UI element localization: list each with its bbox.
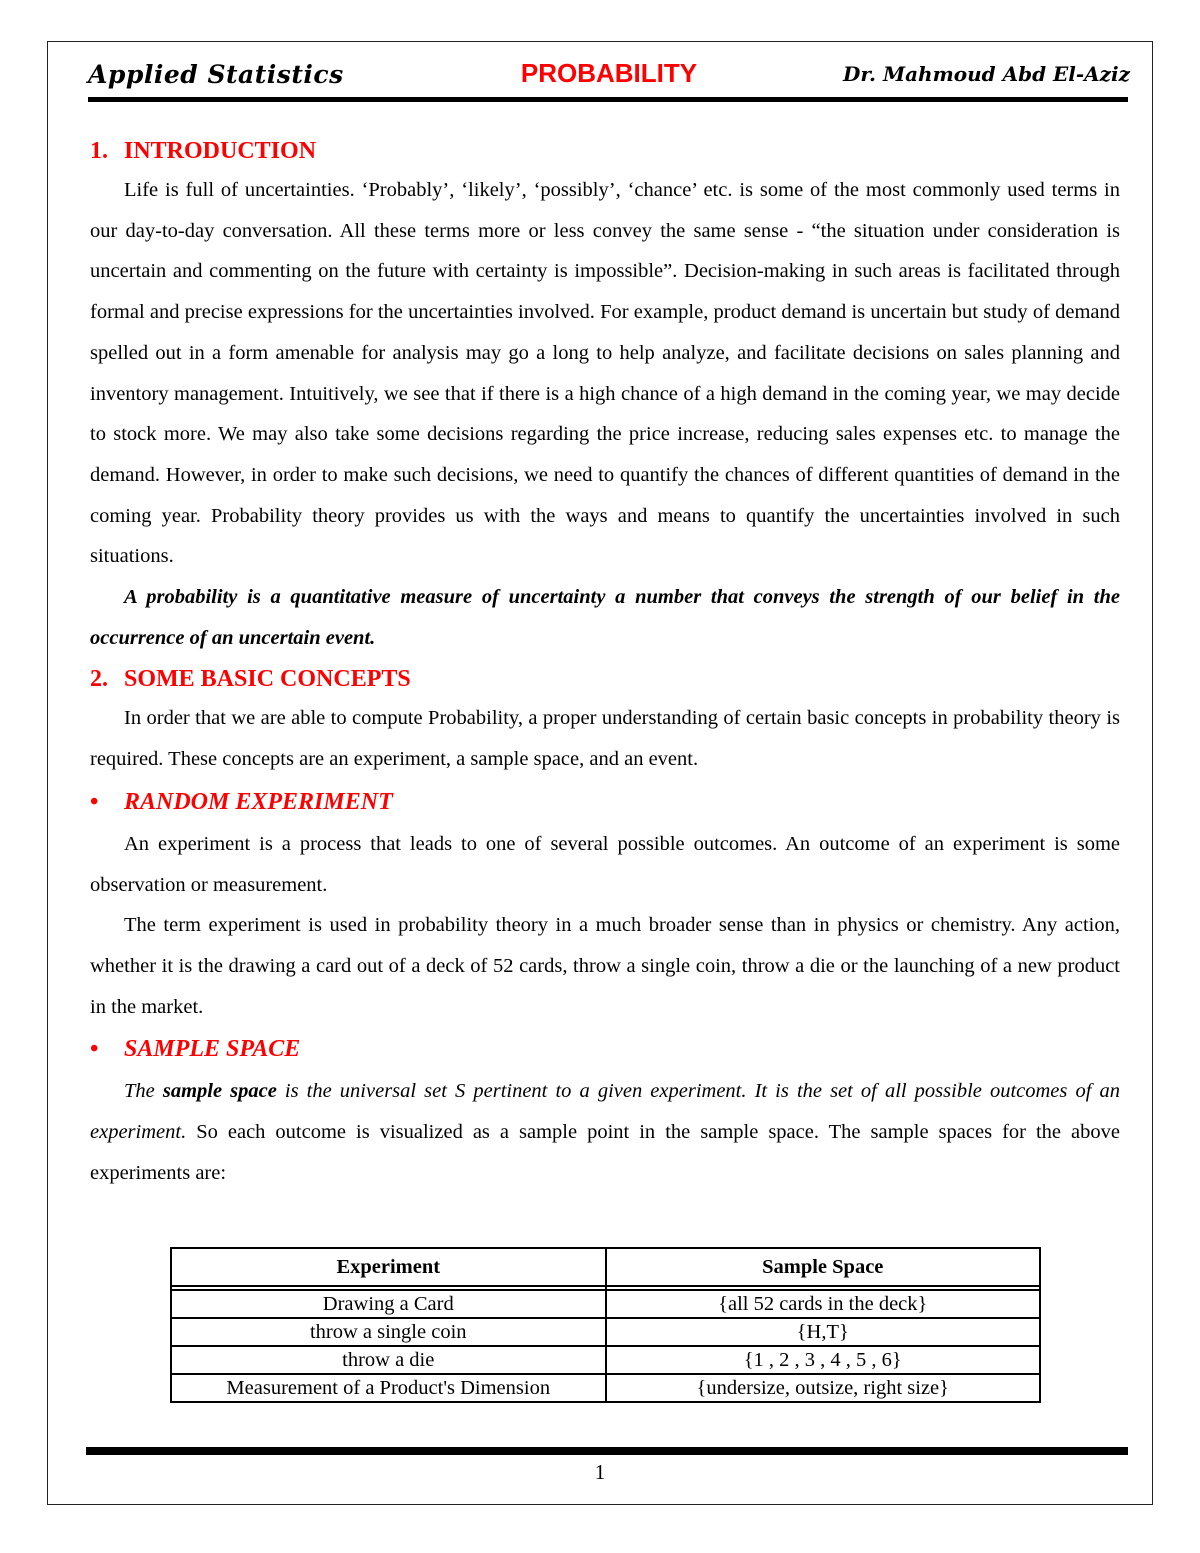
table-cell: {H,T}: [606, 1318, 1041, 1346]
table-cell: {1 , 2 , 3 , 4 , 5 , 6}: [606, 1346, 1041, 1374]
header-author: Dr. Mahmoud Abd El-Aziz: [842, 62, 1130, 86]
bullet-icon: •: [90, 1036, 99, 1063]
section-title: SOME BASIC CONCEPTS: [124, 666, 411, 693]
intro-paragraph: Life is full of uncertainties. ‘Probably’, ‘likely’, ‘possibly’, ‘chance’ etc. is some of the most commonly used terms in our day-to-day conversation. All these terms more or less convey the same sense - “the situation under consideration is uncertain and commenting on the future with certainty is impossible”. Decision-making in such areas is facilitated through formal and precise expressions for the uncertainties involved. For example, product demand is uncertain but study of demand spelled out in a form amenable for analysis may go a long to help analyze, and facilitate decisions on sales planning and inventory management. Intuitively, we see that if there is a high chance of a high demand in the coming year, we may decide to stock more. We may also take some decisions regarding the price increase, reducing sales expenses etc. to manage the demand. However, in order to make such decisions, we need to quantify the chances of different quantities of demand in the coming year. Probability theory provides us with the ways and means to quantify the uncertainties involved in such situations.: [90, 179, 1120, 568]
section-number: 1.: [90, 138, 108, 164]
table-cell: throw a die: [171, 1346, 606, 1374]
table-header-cell: Experiment: [171, 1248, 606, 1286]
table-cell: {undersize, outsize, right size}: [606, 1374, 1041, 1402]
subheading-title: RANDOM EXPERIMENT: [124, 788, 393, 815]
sample-space-term: sample space: [162, 1080, 277, 1103]
subheading-sample-space: [90, 1027, 1120, 1071]
page-number: 1: [594, 1460, 606, 1484]
probability-definition: A probability is a quantitative measure of uncertainty a number that conveys the strength of our belief in the occurrence of an uncertain event.: [90, 586, 1120, 649]
header-rule: [88, 97, 1128, 102]
sample-space-def-start: The: [124, 1080, 163, 1103]
table-cell: throw a single coin: [171, 1318, 606, 1346]
table-row: [171, 1290, 1040, 1318]
table-row: [171, 1318, 1040, 1346]
table-cell: Measurement of a Product's Dimension: [171, 1374, 606, 1402]
header-topic-text: PROBABILITY: [520, 58, 698, 88]
random-experiment-paragraph-2: The term experiment is used in probability theory in a much broader sense than in physics or chemistry. Any action, whether it is the drawing a card out of a deck of 52 cards, throw a single coin, throw a die or the launching of a new product in the market.: [90, 914, 1120, 1018]
table-row: [171, 1346, 1040, 1374]
table-row: [171, 1374, 1040, 1402]
random-experiment-paragraph-1: An experiment is a process that leads to one of several possible outcomes. An outcome of an experiment is some observation or measurement.: [90, 832, 1120, 896]
basic-concepts-paragraph: In order that we are able to compute Probability, a proper understanding of certain basic concepts in probability theory is required. These concepts are an experiment, a sample space, and an event.: [90, 707, 1120, 771]
sample-space-paragraph: [90, 1071, 1120, 1193]
section-heading-basic-concepts: [90, 660, 1120, 698]
table-header-cell: Sample Space: [606, 1248, 1041, 1286]
subheading-title: SAMPLE SPACE: [124, 1036, 301, 1063]
subheading-random-experiment: [90, 780, 1120, 824]
section-heading-introduction: [90, 132, 1120, 170]
table-header-row: [171, 1248, 1040, 1286]
bullet-icon: •: [90, 788, 99, 815]
section-number: 2.: [90, 666, 108, 693]
header-course-title: Applied Statistics: [88, 60, 344, 89]
sample-space-rest: So each outcome is visualized as a sample point in the sample space. The sample spaces for the above experiments are:: [90, 1121, 1120, 1184]
table-cell: {all 52 cards in the deck}: [606, 1290, 1041, 1318]
sample-space-def-end: is the universal set S pertinent to a given experiment. It is the set of all possible outcomes of an experiment.: [90, 1080, 1120, 1144]
sample-space-table: [170, 1247, 1041, 1403]
table-cell: Drawing a Card: [171, 1290, 606, 1318]
document-body: [90, 132, 1120, 1193]
footer-rule: [86, 1447, 1128, 1455]
page-header: [88, 58, 1130, 94]
section-title: INTRODUCTION: [124, 138, 317, 164]
